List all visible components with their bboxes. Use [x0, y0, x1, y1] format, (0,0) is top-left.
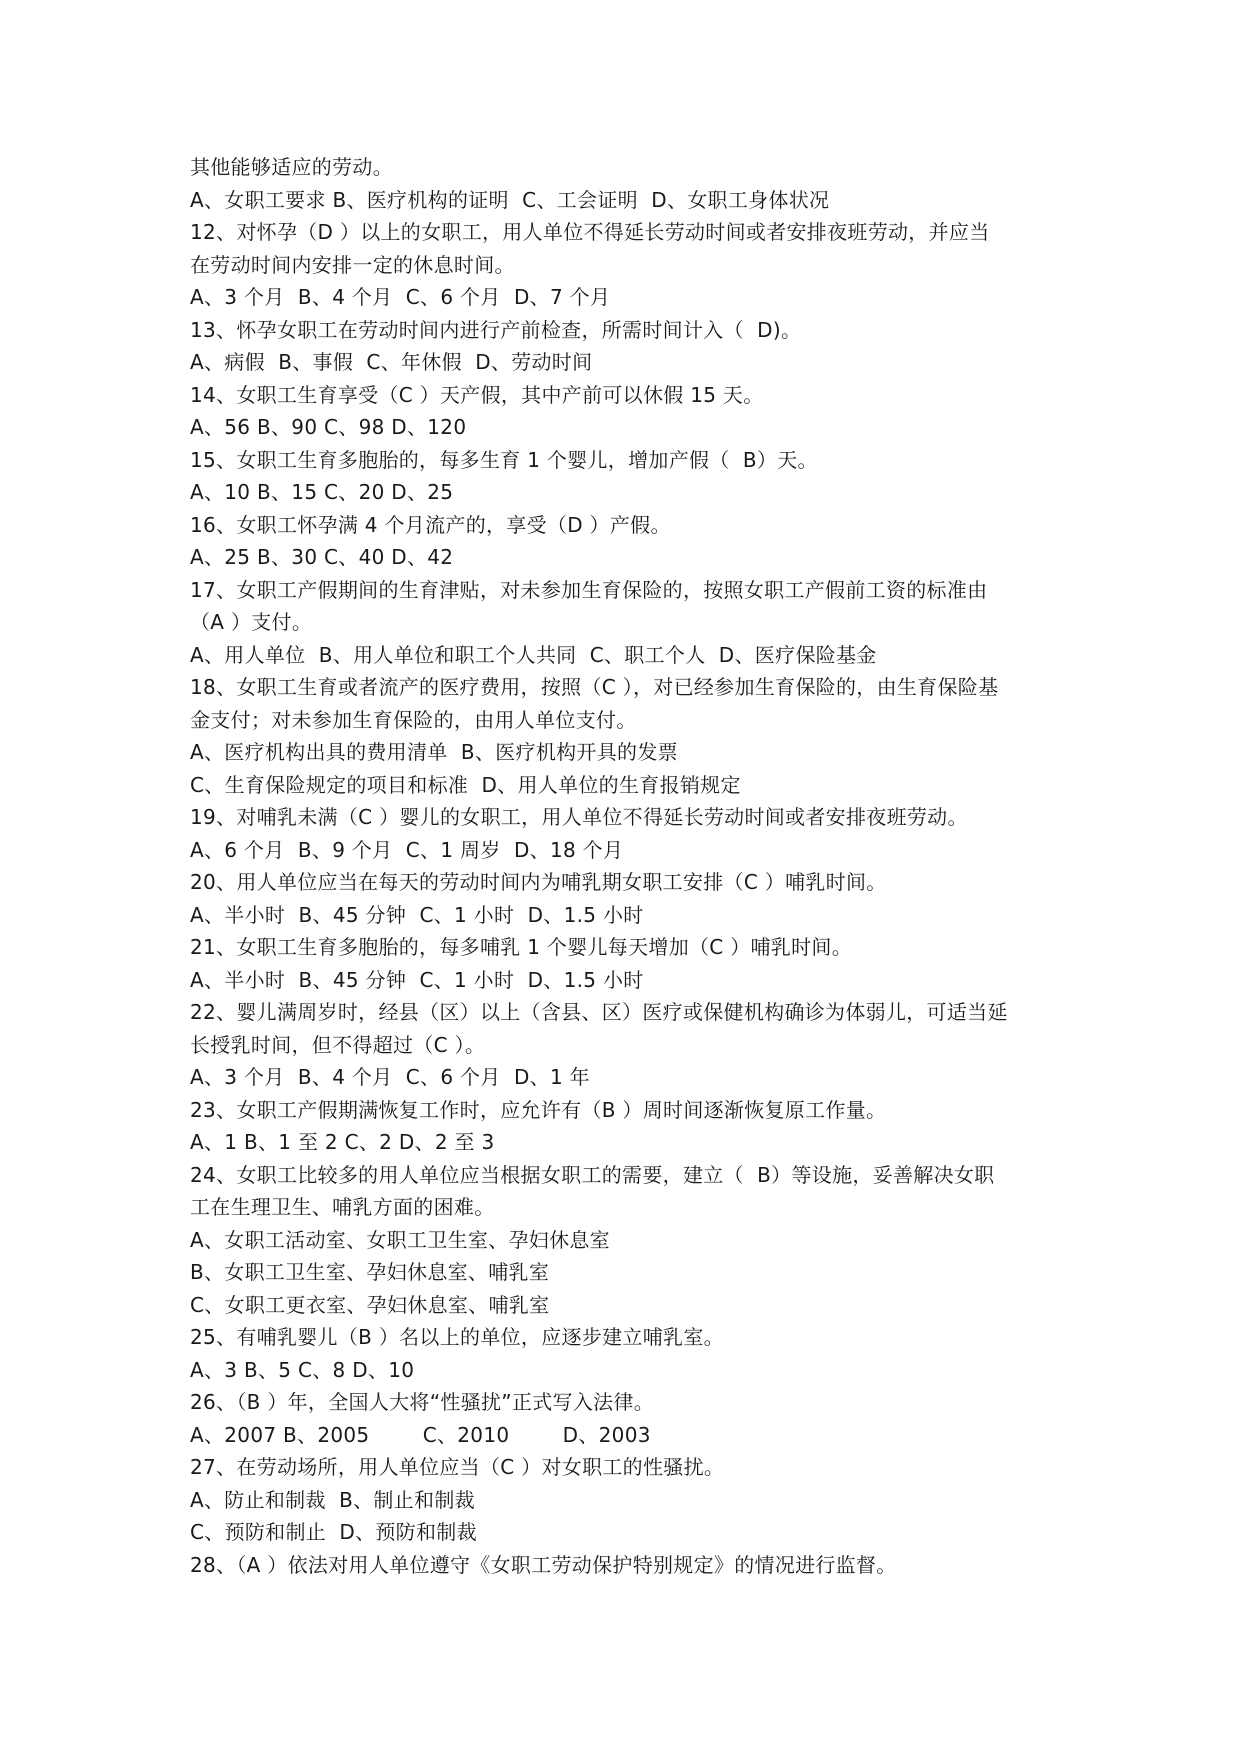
text-line: 14、女职工生育享受（C ）天产假，其中产前可以休假 15 天。 — [190, 382, 764, 407]
text-line: 在劳动时间内安排一定的休息时间。 — [190, 252, 515, 277]
text-line: 25、有哺乳婴儿（B ）名以上的单位，应逐步建立哺乳室。 — [190, 1325, 724, 1349]
text-line: C、预防和制止 D、预防和制裁 — [190, 1520, 477, 1544]
text-line: 13、怀孕女职工在劳动时间内进行产前检查，所需时间计入（ D)。 — [190, 317, 802, 342]
text-line: 27、在劳动场所，用人单位应当（C ）对女职工的性骚扰。 — [190, 1455, 725, 1479]
text-line: 15、女职工生育多胞胎的，每多生育 1 个婴儿，增加产假（ B）天。 — [190, 447, 818, 472]
text-line: 24、女职工比较多的用人单位应当根据女职工的需要，建立（ B）等设施，妥善解决女职 — [190, 1162, 995, 1187]
text-line: A、防止和制裁 B、制止和制裁 — [190, 1487, 475, 1512]
document-body — [190, 151, 1070, 1581]
text-line: 16、女职工怀孕满 4 个月流产的，享受（D ）产假。 — [190, 512, 671, 537]
text-line: 28、（A ）依法对用人单位遵守《女职工劳动保护特别规定》的情况进行监督。 — [190, 1552, 897, 1577]
text-line: 20、用人单位应当在每天的劳动时间内为哺乳期女职工安排（C ）哺乳时间。 — [190, 870, 887, 894]
text-line: 26、（B ）年，全国人大将“性骚扰”正式写入法律。 — [190, 1390, 655, 1414]
text-line: （A ）支付。 — [190, 610, 313, 634]
text-line: 19、对哺乳未满（C ）婴儿的女职工，用人单位不得延长劳动时间或者安排夜班劳动。 — [190, 805, 968, 829]
text-line: A、1 B、1 至 2 C、2 D、2 至 3 — [190, 1130, 495, 1154]
text-line: A、3 B、5 C、8 D、10 — [190, 1357, 415, 1382]
text-line: C、生育保险规定的项目和标准 D、用人单位的生育报销规定 — [190, 772, 741, 797]
text-line: A、6 个月 B、9 个月 C、1 周岁 D、18 个月 — [190, 837, 624, 862]
text-line: 金支付；对未参加生育保险的，由用人单位支付。 — [190, 707, 637, 732]
text-line: A、25 B、30 C、40 D、42 — [190, 545, 454, 569]
text-line: 12、对怀孕（D ）以上的女职工，用人单位不得延长劳动时间或者安排夜班劳动，并应当 — [190, 220, 990, 244]
text-line: 长授乳时间，但不得超过（C ）。 — [190, 1032, 486, 1057]
text-line: 工在生理卫生、哺乳方面的困难。 — [190, 1195, 495, 1219]
text-line: 18、女职工生育或者流产的医疗费用，按照（C ），对已经参加生育保险的，由生育保险基 — [190, 675, 999, 699]
text-line: A、3 个月 B、4 个月 C、6 个月 D、1 年 — [190, 1065, 590, 1089]
text-line: B、女职工卫生室、孕妇休息室、哺乳室 — [190, 1260, 550, 1284]
text-line: A、病假 B、事假 C、年休假 D、劳动时间 — [190, 350, 593, 374]
text-line: 17、女职工产假期间的生育津贴，对未参加生育保险的，按照女职工产假前工资的标准由 — [190, 577, 988, 602]
text-line: A、用人单位 B、用人单位和职工个人共同 C、职工个人 D、医疗保险基金 — [190, 642, 877, 667]
text-line: A、医疗机构出具的费用清单 B、医疗机构开具的发票 — [190, 740, 678, 764]
text-line: A、女职工活动室、女职工卫生室、孕妇休息室 — [190, 1227, 610, 1252]
text-line: C、女职工更衣室、孕妇休息室、哺乳室 — [190, 1292, 550, 1317]
text-line: 21、女职工生育多胞胎的，每多哺乳 1 个婴儿每天增加（C ）哺乳时间。 — [190, 935, 853, 959]
text-line: A、半小时 B、45 分钟 C、1 小时 D、1.5 小时 — [190, 902, 644, 927]
text-line: A、2007 B、2005 C、2010 D、2003 — [190, 1422, 651, 1447]
text-line: 其他能够适应的劳动。 — [190, 155, 393, 179]
text-line: A、10 B、15 C、20 D、25 — [190, 480, 454, 504]
text-line: A、女职工要求 B、医疗机构的证明 C、工会证明 D、女职工身体状况 — [190, 187, 830, 212]
text-line: A、半小时 B、45 分钟 C、1 小时 D、1.5 小时 — [190, 967, 644, 992]
text-line: 22、婴儿满周岁时，经县（区）以上（含县、区）医疗或保健机构确诊为体弱儿，可适当延 — [190, 1000, 1008, 1024]
text-line: A、3 个月 B、4 个月 C、6 个月 D、7 个月 — [190, 285, 611, 309]
text-line: A、56 B、90 C、98 D、120 — [190, 415, 467, 439]
text-line: 23、女职工产假期满恢复工作时，应允许有（B ）周时间逐渐恢复原工作量。 — [190, 1097, 887, 1122]
